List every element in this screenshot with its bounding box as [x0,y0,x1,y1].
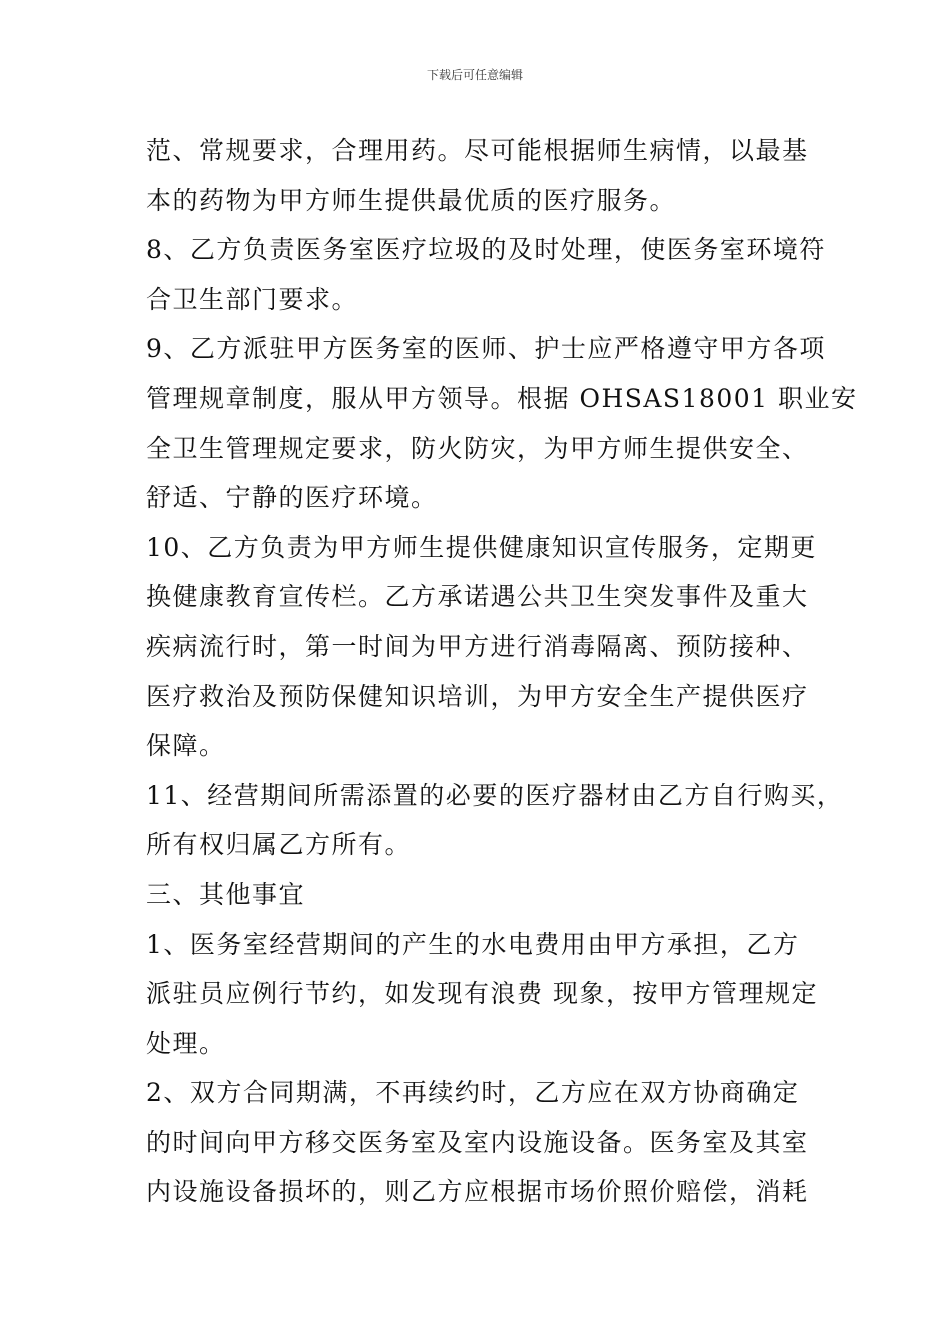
text-line: 换健康教育宣传栏。乙方承诺遇公共卫生突发事件及重大 [146,582,809,612]
page-header-note: 下载后可任意编辑 [426,68,523,82]
text-line: 全卫生管理规定要求，防火防灾，为甲方师生提供安全、 [146,433,809,463]
text-line: 合卫生部门要求。 [146,284,359,314]
text-line: 9、乙方派驻甲方医务室的医师、护士应严格遵守甲方各项 [146,334,826,364]
text-line: 内设施设备损坏的，则乙方应根据市场价照价赔偿，消耗 [146,1177,809,1207]
text-line: 医疗救治及预防保健知识培训，为甲方安全生产提供医疗 [146,681,809,711]
text-line: 管理规章制度，服从甲方领导。根据 OHSAS18001 职业安 [146,383,858,413]
text-line: 10、乙方负责为甲方师生提供健康知识宣传服务，定期更 [146,532,817,562]
text-line: 本的药物为甲方师生提供最优质的医疗服务。 [146,185,677,215]
text-line: 保障。 [146,731,226,761]
text-line: 处理。 [146,1028,226,1058]
text-line: 范、常规要求，合理用药。尽可能根据师生病情，以最基 [146,136,809,165]
text-line: 1、医务室经营期间的产生的水电费用由甲方承担，乙方 [146,929,800,959]
text-line: 11、经营期间所需添置的必要的医疗器材由乙方自行购买， [146,780,844,810]
text-line: 派驻员应例行节约，如发现有浪费 现象，按甲方管理规定 [146,979,818,1009]
text-line: 疾病流行时，第一时间为甲方进行消毒隔离、预防接种、 [146,631,809,661]
section-heading: 三、其他事宜 [146,879,306,909]
text-line: 8、乙方负责医务室医疗垃圾的及时处理，使医务室环境符 [146,235,826,265]
text-line: 舒适、宁静的医疗环境。 [146,483,438,513]
text-line: 2、双方合同期满，不再续约时，乙方应在双方协商确定 [146,1078,800,1108]
text-line: 的时间向甲方移交医务室及室内设施设备。医务室及其室 [146,1127,809,1157]
text-line: 所有权归属乙方所有。 [146,830,412,860]
document-body [146,126,858,1217]
